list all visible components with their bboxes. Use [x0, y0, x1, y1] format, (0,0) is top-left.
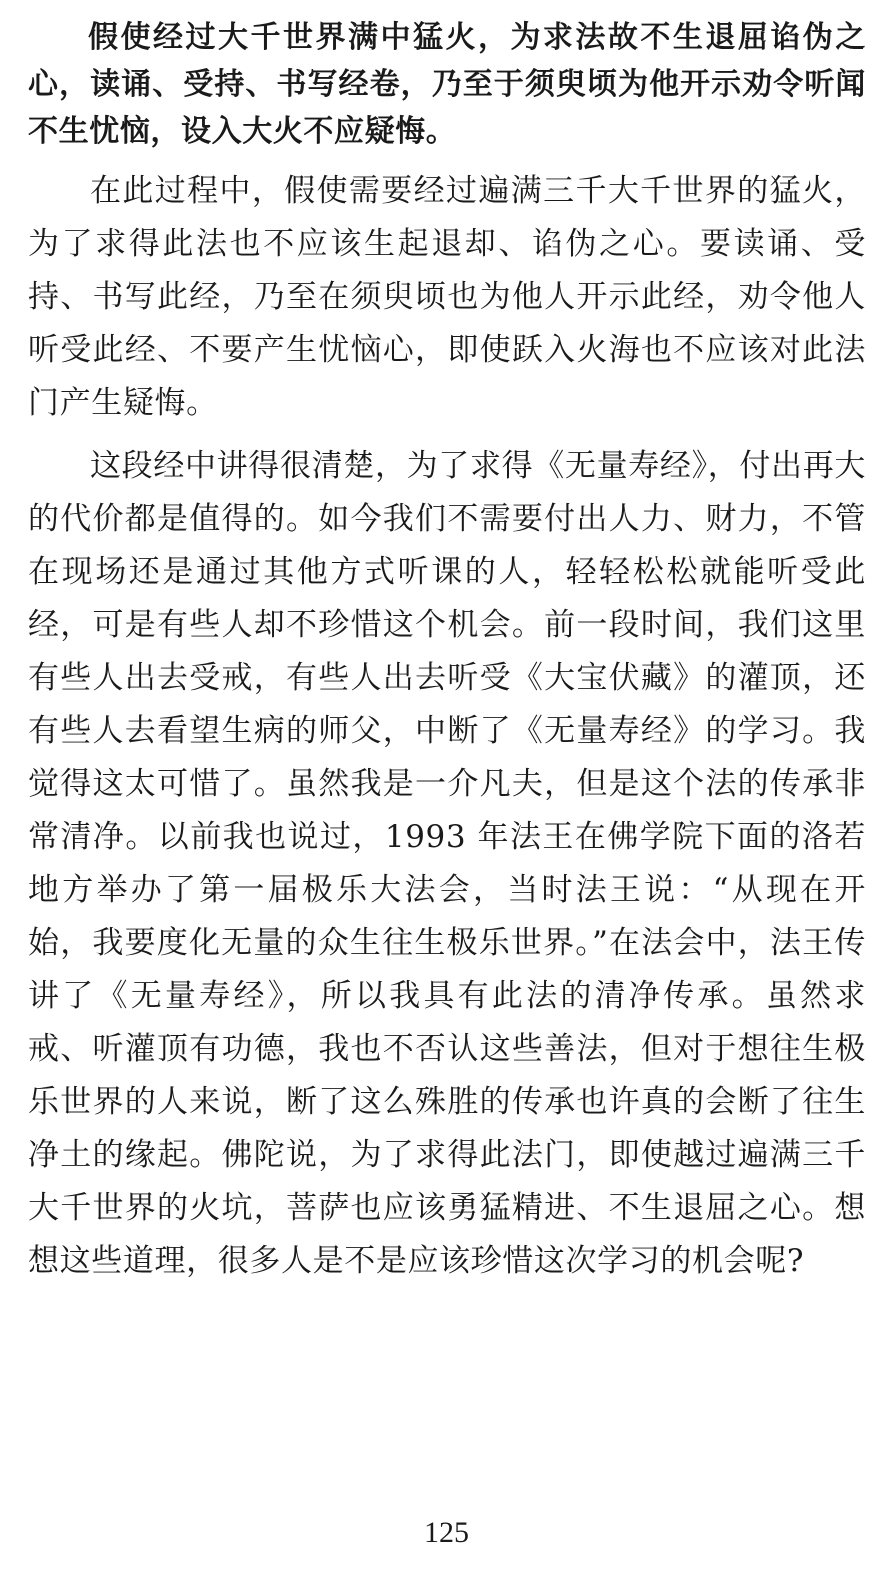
commentary-paragraph-2: 这段经中讲得很清楚，为了求得《无量寿经》，付出再大的代价都是值得的。如今我们不需要付出人力、财力，不管在现场还是通过其他方式听课的人，轻轻松松就能听受此经，可是有些人却不珍惜这个机会。前一段时间，我们这里有些人出去受戒，有些人出去听受《大宝伏藏》的灌顶，还有些人去看望生病的师父，中断了《无量寿经》的学习。我觉得这太可惜了。虽然我是一介凡夫，但是这个法的传承非常清净。以前我也说过，1993 年法王在佛学院下面的洛若地方举办了第一届极乐大法会，当时法王说：“从现在开始，我要度化无量的众生往生极乐世界。”在法会中，法王传讲了《无量寿经》，所以我具有此法的清净传承。虽然求戒、听灌顶有功德，我也不否认这些善法，但对于想往生极乐世界的人来说，断了这么殊胜的传承也许真的会断了往生净土的缘起。佛陀说，为了求得此法门，即使越过遍满三千大千世界的火坑，菩萨也应该勇猛精进、不生退屈之心。想想这些道理，很多人是不是应该珍惜这次学习的机会呢?	[28, 448, 866, 1279]
sutra-quote-paragraph: 假使经过大千世界满中猛火，为求法故不生退屈谄伪之心，读诵、受持、书写经卷，乃至于须臾顷为他开示劝令听闻不生忧恼，设入大火不应疑悔。	[28, 20, 866, 149]
page-body	[28, 14, 866, 1298]
page-number: 125	[424, 1516, 469, 1549]
commentary-paragraph-1: 在此过程中，假使需要经过遍满三千大千世界的猛火，为了求得此法也不应该生起退却、谄伪之心。要读诵、受持、书写此经，乃至在须臾顷也为他人开示此经，劝令他人听受此经、不要产生忧恼心，即使跃入火海也不应该对此法门产生疑悔。	[28, 173, 866, 421]
